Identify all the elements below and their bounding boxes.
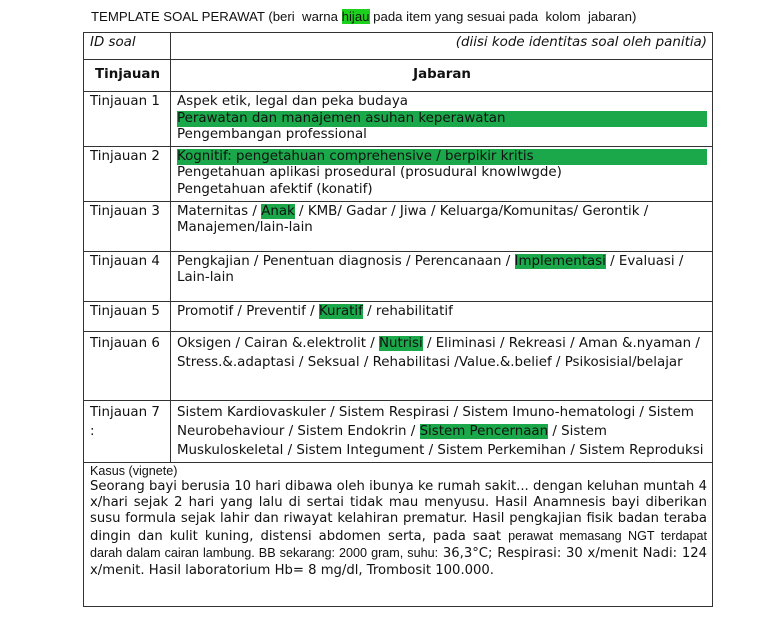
jabaran-text: / Evaluasi / Lain-lain xyxy=(177,253,684,286)
jabaran-cell[interactable] xyxy=(171,251,713,301)
id-note: (diisi kode identitas soal oleh panitia) xyxy=(455,35,707,50)
tinjauan-row-5 xyxy=(84,301,713,331)
tinjauan-colon: : xyxy=(90,423,95,439)
jabaran-cell[interactable] xyxy=(171,92,713,147)
tinjauan-row-4 xyxy=(84,251,713,301)
kasus-vignette xyxy=(90,479,707,579)
jabaran-item-selected[interactable]: Anak xyxy=(261,203,295,219)
tinjauan-label-cell xyxy=(84,400,171,462)
title-highlight: hijau xyxy=(341,9,370,24)
kasus-text-part: 36,3°C; Respirasi: 30 x/menit Nadi: 124 x/menit. Hasil laboratorium Hb= 8 mg/dl, Trombosit 100.000. xyxy=(90,546,707,578)
jabaran-item-selected[interactable]: Nutrisi xyxy=(379,335,423,351)
tinjauan-label: Tinjauan 7 xyxy=(90,404,160,420)
id-label: ID soal xyxy=(84,33,171,60)
jabaran-text: Promotif / Preventif / xyxy=(177,303,319,319)
kasus-label: Kasus (vignete) xyxy=(90,463,178,478)
tinjauan-row-6 xyxy=(84,331,713,400)
jabaran-text: / Sistem Muskuloskeletal / Sistem Integument / Sistem Perkemihan / Sistem Reproduksi xyxy=(177,423,704,458)
jabaran-item-selected[interactable]: Kognitif: pengetahuan comprehensive / berpikir kritis xyxy=(177,149,707,166)
id-cell[interactable] xyxy=(171,33,713,60)
jabaran-text: Maternitas / xyxy=(177,203,262,219)
jabaran-item[interactable]: Aspek etik, legal dan peka budaya xyxy=(177,94,408,109)
id-row xyxy=(84,33,713,60)
jabaran-item[interactable]: Pengembangan professional xyxy=(177,127,367,143)
tinjauan-row-7 xyxy=(84,400,713,462)
jabaran-item-selected[interactable]: Kuratif xyxy=(318,303,363,319)
tinjauan-label: Tinjauan 4 xyxy=(84,251,171,301)
jabaran-item-selected[interactable]: Sistem Pencernaan xyxy=(419,423,549,439)
question-template-table xyxy=(83,32,713,607)
header-tinjauan: Tinjauan xyxy=(84,60,171,92)
jabaran-item-selected[interactable]: Implementasi xyxy=(514,253,606,269)
jabaran-text: / KMB/ Gadar / Jiwa / Keluarga/Komunitas/ Gerontik / Manajemen/lain-lain xyxy=(177,203,649,236)
tinjauan-label: Tinjauan 1 xyxy=(84,92,171,147)
title-suffix: pada item yang sesuai pada kolom jabaran) xyxy=(369,9,637,24)
jabaran-text: Oksigen / Cairan &.elektrolit / xyxy=(177,335,379,351)
tinjauan-label: Tinjauan 2 xyxy=(84,146,171,201)
kasus-cell[interactable] xyxy=(84,462,713,606)
jabaran-text: / Eliminasi / Rekreasi / Aman &.nyaman / Stress.&.adaptasi / Seksual / Rehabilitasi /Value.&.belief / Psikosisial/belajar xyxy=(177,335,700,370)
jabaran-text: Pengkajian / Penentuan diagnosis / Perencanaan / xyxy=(177,253,515,269)
tinjauan-label: Tinjauan 3 xyxy=(84,201,171,251)
title-prefix: TEMPLATE SOAL PERAWAT (beri warna xyxy=(91,9,342,24)
tinjauan-label: Tinjauan 6 xyxy=(84,331,171,400)
jabaran-cell[interactable] xyxy=(171,400,713,462)
tinjauan-row-1 xyxy=(84,92,713,147)
jabaran-item[interactable]: Pengetahuan afektif (konatif) xyxy=(177,181,373,197)
jabaran-item[interactable]: Pengetahuan aplikasi prosedural (prosudural knowlwgde) xyxy=(177,165,562,181)
kasus-text-part: Seorang bayi berusia 10 hari dibawa oleh ibunya ke rumah sakit... dengan keluhan muntah 4 x/hari sejak 2 hari yang lalu di sertai tidak mau menyusu. Hasil Anamnesis bayi diberikan susu formula sejak lahir dan riwayat kelahiran prematur. Hasil pengkajian fisik badan teraba dingin dan kulit kuning, distensi abdomen serta, pada saat xyxy=(90,478,707,544)
kasus-text-part: perawat memasang NGT terdapat darah dalam cairan lambung. BB sekarang: 2000 gram, suhu: xyxy=(90,528,707,561)
header-row xyxy=(84,60,713,92)
jabaran-text: / rehabilitatif xyxy=(362,303,453,319)
page-title xyxy=(91,9,636,24)
kasus-row xyxy=(84,462,713,606)
tinjauan-row-2 xyxy=(84,146,713,201)
jabaran-cell[interactable] xyxy=(171,301,713,331)
jabaran-item-selected[interactable]: Perawatan dan manajemen asuhan keperawatan xyxy=(177,111,707,128)
tinjauan-label: Tinjauan 5 xyxy=(84,301,171,331)
jabaran-text: Sistem Kardiovaskuler / Sistem Respirasi / Sistem Imuno-hematologi / Sistem Neurobehaviour / Sistem Endokrin / xyxy=(177,404,694,439)
jabaran-cell[interactable] xyxy=(171,331,713,400)
jabaran-cell[interactable] xyxy=(171,201,713,251)
jabaran-cell[interactable] xyxy=(171,146,713,201)
header-jabaran: Jabaran xyxy=(171,60,713,92)
tinjauan-row-3 xyxy=(84,201,713,251)
